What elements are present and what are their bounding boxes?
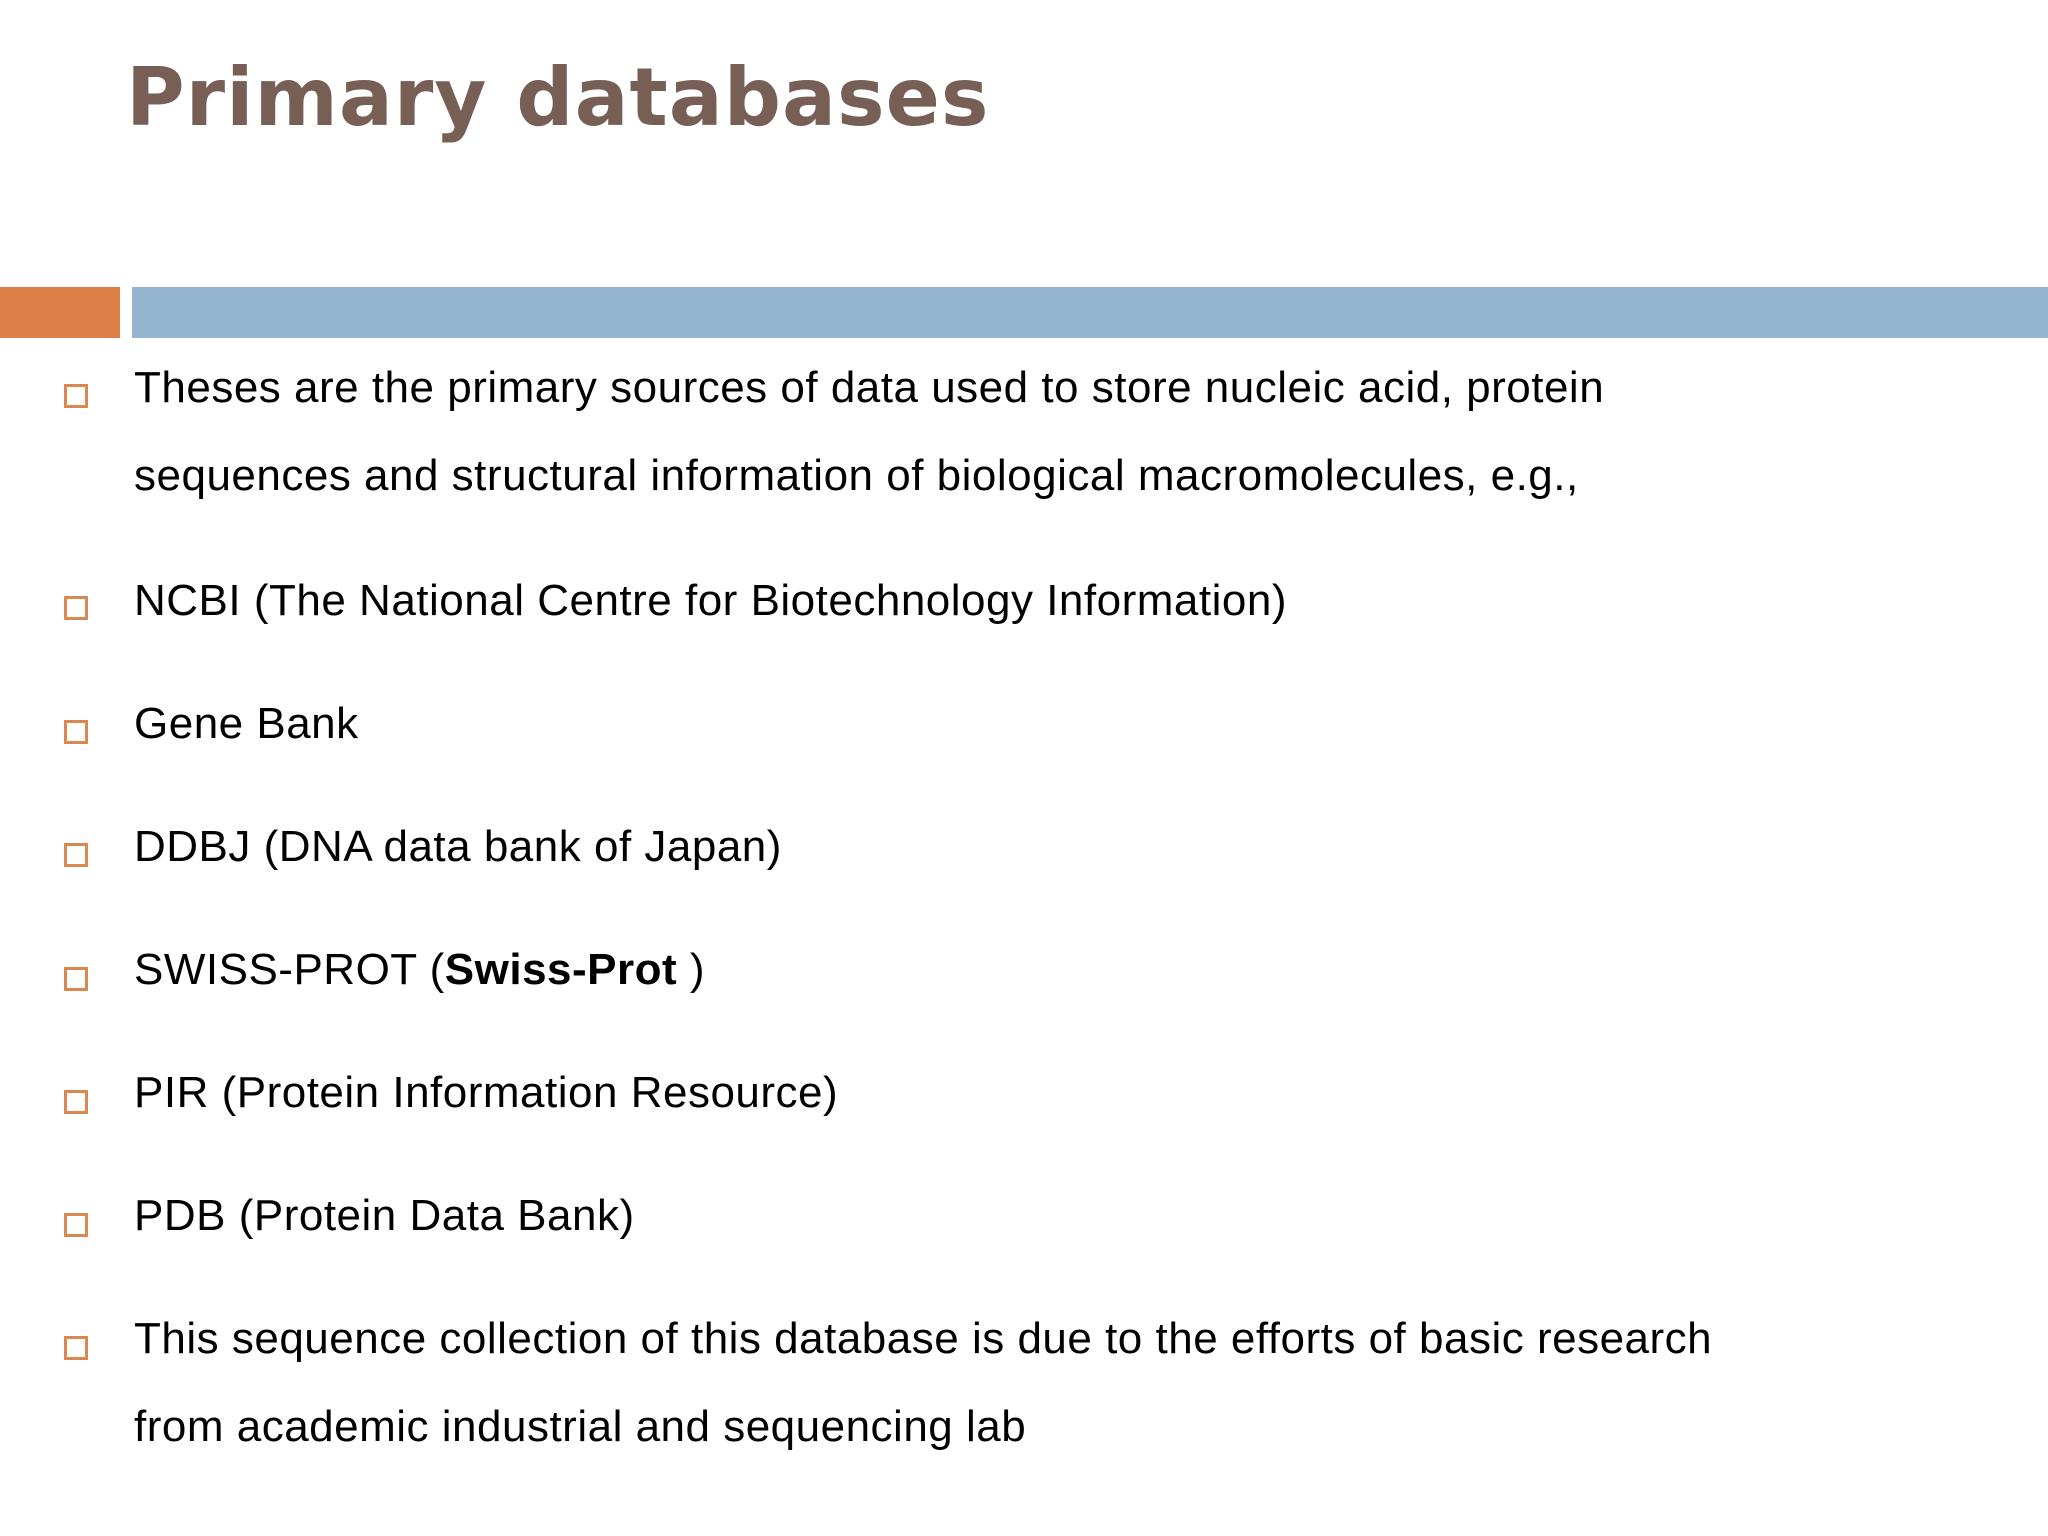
list-item-text (134, 945, 706, 994)
title-divider-bar (132, 287, 2048, 338)
accent-bar (0, 287, 120, 338)
list-item-text: from academic industrial and sequencing lab (134, 1402, 1027, 1451)
square-bullet-icon (64, 843, 88, 867)
square-bullet-icon (64, 1090, 88, 1114)
list-item-text: PIR (Protein Information Resource) (134, 1068, 839, 1117)
square-bullet-icon (64, 720, 88, 744)
list-item-text: NCBI (The National Centre for Biotechnology Information) (134, 576, 1287, 625)
list-item-text: DDBJ (DNA data bank of Japan) (134, 822, 782, 871)
swissprot-suffix: ) (677, 945, 706, 994)
swissprot-prefix: SWISS-PROT ( (134, 945, 445, 994)
slide-title: Primary databases (126, 51, 990, 144)
square-bullet-icon (64, 384, 88, 408)
list-item-text: sequences and structural information of biological macromolecules, e.g., (134, 451, 1579, 500)
list-item-text: This sequence collection of this database is due to the efforts of basic research (134, 1314, 1713, 1363)
square-bullet-icon (64, 967, 88, 991)
swissprot-bold-name: Swiss-Prot (444, 945, 678, 994)
square-bullet-icon (64, 1336, 88, 1360)
list-item-text: PDB (Protein Data Bank) (134, 1191, 635, 1240)
list-item-text: Gene Bank (134, 699, 359, 748)
square-bullet-icon (64, 1213, 88, 1237)
list-item-text: Theses are the primary sources of data used to store nucleic acid, protein (134, 363, 1605, 412)
square-bullet-icon (64, 596, 88, 620)
